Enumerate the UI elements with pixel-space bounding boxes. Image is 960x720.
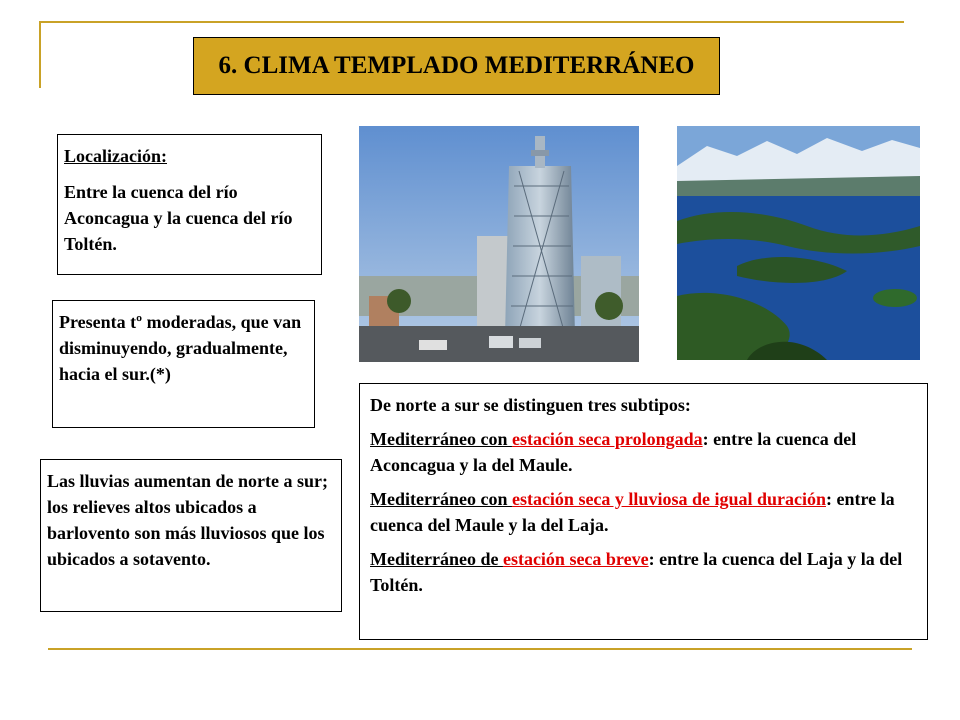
title-box [193,37,720,95]
subtipo-rest: : entre la cuenca del Maule y la del Laja. [370,489,895,535]
subtipo-prefix: Mediterráneo con [370,429,512,449]
subtipo-item [370,426,917,478]
top-rule [40,21,904,23]
subtipo-rest: : entre la cuenca del Laja y la del Toltén. [370,549,903,595]
lake-landscape-photo [677,126,920,360]
subtipos-intro: De norte a sur se distinguen tres subtipos: [370,395,691,415]
localizacion-heading: Localización: [64,146,167,166]
bottom-rule [48,648,912,650]
temperatura-box [52,300,315,428]
subtipo-item [370,486,917,538]
lluvias-text: Las lluvias aumentan de norte a sur; los relieves altos ubicados a barlovento son más lluviosos que los ubicados a sotavento. [47,471,329,569]
subtipo-prefix: Mediterráneo de [370,549,503,569]
subtipo-prefix: Mediterráneo con [370,489,512,509]
localizacion-text: Entre la cuenca del río Aconcagua y la cuenca del río Toltén. [64,182,293,254]
slide-title: 6. CLIMA TEMPLADO MEDITERRÁNEO [218,52,695,79]
city-tower-photo [359,126,639,362]
subtipos-box [359,383,928,640]
subtipo-highlight: estación seca prolongada [511,429,703,449]
subtipo-rest: : entre la cuenca del Aconcagua y la del Maule. [370,429,857,475]
subtipo-item [370,546,917,598]
localizacion-box [57,134,322,275]
temperatura-text: Presenta tº moderadas, que van disminuyendo, gradualmente, hacia el sur.(*) [59,312,302,384]
left-rule [39,21,41,88]
subtipo-highlight: estación seca breve [502,549,649,569]
lluvias-box [40,459,342,612]
subtipo-highlight: estación seca y lluviosa de igual duración [511,489,826,509]
